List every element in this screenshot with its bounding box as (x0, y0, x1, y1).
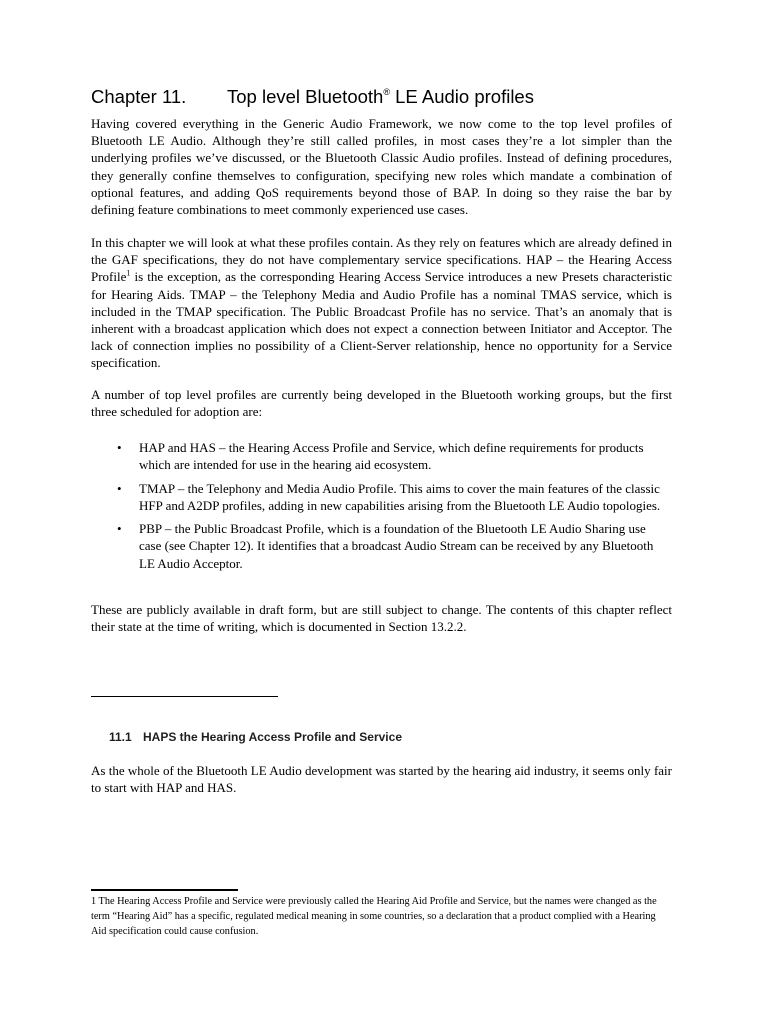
registered-mark: ® (383, 86, 390, 97)
list-item (91, 439, 672, 474)
list-item (91, 520, 672, 572)
profiles-bullet-list (91, 439, 672, 578)
profiles-overview-paragraph (91, 234, 672, 372)
section-heading (109, 730, 402, 744)
section-title: HAPS the Hearing Access Profile and Service (143, 730, 402, 744)
chapter-number: Chapter 11. (91, 86, 187, 107)
intro-paragraph: Having covered everything in the Generic Audio Framework, we now come to the top level profiles of Bluetooth LE Audio. Although they’re still called profiles, in most cases they’re a lot simpler than the underlying profiles we’ve discussed, or the Bluetooth Classic Audio profiles. Instead of defining procedures, they generally confine themselves to configuration, specifying new roles which mandate a combination of optional features, and adding QoS requirements beyond those of BAP. In doing so they raise the bar by defining feature combinations to meet commonly experienced use cases. (91, 116, 672, 218)
bullet-marker: • (117, 521, 122, 537)
section-number: 11.1 (109, 730, 132, 744)
section-divider (91, 696, 278, 697)
list-item (91, 480, 672, 515)
chapter-title (91, 86, 534, 108)
draft-status-paragraph: These are publicly available in draft form, but are still subject to change. The contents of this chapter reflect their state at the time of writing, which is documented in Section 13.2.2. (91, 602, 672, 635)
chapter-title-main: Top level Bluetooth (227, 86, 384, 107)
footnote-reference[interactable]: 1 (126, 269, 131, 279)
haps-intro-paragraph: As the whole of the Bluetooth LE Audio development was started by the hearing aid industry, it seems only fair to start with HAP and HAS. (91, 763, 672, 796)
footnote-separator (91, 889, 238, 891)
footnote: 1 The Hearing Access Profile and Service were previously called the Hearing Aid Profile and Service, but the names were changed as the term “Hearing Aid” has a specific, regulated medical meaning in some countries, so a declaration that a product complied with a Hearing Aid specification could cause confusion. (91, 896, 657, 937)
paragraph-text-before-footnote: In this chapter we will look at what these profiles contain. As they rely on features which are already defined in the GAF specifications, they do not have complementary service specifications. HAP – the Hearing Access Profile (91, 235, 672, 285)
chapter-title-rest: LE Audio profiles (389, 86, 534, 107)
paragraph-text-after-footnote: is the exception, as the corresponding Hearing Access Service introduces a new Presets characteristic for Hearing Aids. TMAP – the Telephony Media and Audio Profile has a nominal TMAS service, which is included in the TMAP specification. The Public Broadcast Profile has no service. That’s an anomaly that is inherent with a broadcast application which does not expect a connection between Initiator and Acceptor. The lack of connection implies no possibility of a Client-Server relationship, hence no opportunity for a Service specification. (91, 269, 672, 371)
bullet-marker: • (117, 480, 122, 496)
list-item-text: HAP and HAS – the Hearing Access Profile and Service, which define requirements for products which are intended for use in the hearing aid ecosystem. (139, 440, 644, 473)
list-item-text: PBP – the Public Broadcast Profile, which is a foundation of the Bluetooth LE Audio Sharing use case (see Chapter 12). It identifies that a broadcast Audio Stream can be received by any Bluetooth LE Audio Acceptor. (139, 521, 654, 571)
list-item-text: TMAP – the Telephony and Media Audio Profile. This aims to cover the main features of the classic HFP and A2DP profiles, adding in new capabilities arising from the Bluetooth LE Audio topologies. (139, 480, 661, 513)
profiles-list-intro: A number of top level profiles are currently being developed in the Bluetooth working groups, but the first three scheduled for adoption are: (91, 387, 672, 420)
bullet-marker: • (117, 440, 122, 455)
